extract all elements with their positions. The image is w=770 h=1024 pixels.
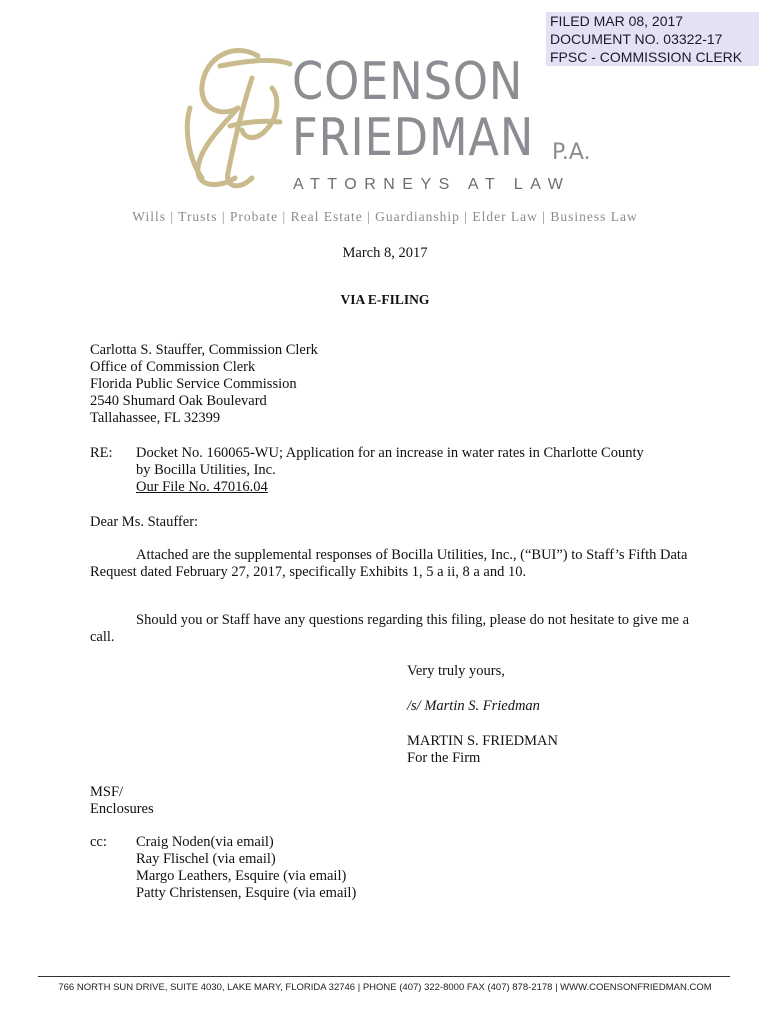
cc-item: Ray Flischel (via email) [136,851,276,867]
delivery-method: VIA E-FILING [340,292,430,307]
firm-name-line1: COENSON [292,52,524,112]
recipient-line: Carlotta S. Stauffer, Commission Clerk [90,342,318,358]
stamp-line-filed: FILED MAR 08, 2017 [550,13,684,29]
initials: MSF/ [90,784,124,800]
firm-tagline: ATTORNEYS AT LAW [293,176,571,193]
cc-list [136,834,356,902]
salutation: Dear Ms. Stauffer: [90,514,199,530]
letter-date: March 8, 2017 [342,245,428,261]
re-label: RE: [90,445,113,461]
recipient-line: 2540 Shumard Oak Boulevard [90,393,267,409]
signer-title: For the Firm [407,750,481,766]
cc-item: Patty Christensen, Esquire (via email) [136,885,357,901]
re-subject [136,445,644,496]
recipient-address [90,342,318,427]
recipient-line: Florida Public Service Commission [90,376,297,392]
closing: Very truly yours, [407,663,505,679]
signature: /s/ Martin S. Friedman [407,698,540,714]
stamp-line-document: DOCUMENT NO. 03322-17 [550,31,723,47]
practice-areas: Wills | Trusts | Probate | Real Estate | Guardianship | Elder Law | Business Law [132,209,638,224]
monogram-logo-icon [180,38,300,198]
body-paragraph-2: Should you or Staff have any questions regarding this filing, please do not hesitate to give me a call. [90,612,690,645]
firm-suffix: P.A. [552,140,591,165]
stamp-line-clerk: FPSC - COMMISSION CLERK [550,49,743,65]
re-line: Docket No. 160065-WU; Application for an increase in water rates in Charlotte County [136,445,644,461]
footer-divider [38,976,730,977]
file-number: Our File No. 47016.04 [136,479,268,495]
recipient-line: Tallahassee, FL 32399 [90,410,221,426]
body-paragraph-1: Attached are the supplemental responses of Bocilla Utilities, Inc., (“BUI”) to Staff’s Fifth Data Request dated February 27, 2017, specifically Exhibits 1, 5 a ii, 8 a and 10. [90,547,688,580]
cc-label: cc: [90,834,107,850]
signer-name: MARTIN S. FRIEDMAN [407,733,558,749]
re-line: by Bocilla Utilities, Inc. [136,462,276,478]
cc-item: Craig Noden(via email) [136,834,274,850]
signer-block [407,733,558,767]
firm-name-line2: FRIEDMAN [292,108,535,168]
enclosures: Enclosures [90,801,154,817]
cc-item: Margo Leathers, Esquire (via email) [136,868,347,884]
filing-stamp [546,12,759,66]
footer-contact: 766 NORTH SUN DRIVE, SUITE 4030, LAKE MARY, FLORIDA 32746 | PHONE (407) 322-8000 FAX (407) 878-2178 | WWW.COENSONFRIEDMAN.COM [58,982,712,993]
initials-block [90,784,154,818]
recipient-line: Office of Commission Clerk [90,359,256,375]
